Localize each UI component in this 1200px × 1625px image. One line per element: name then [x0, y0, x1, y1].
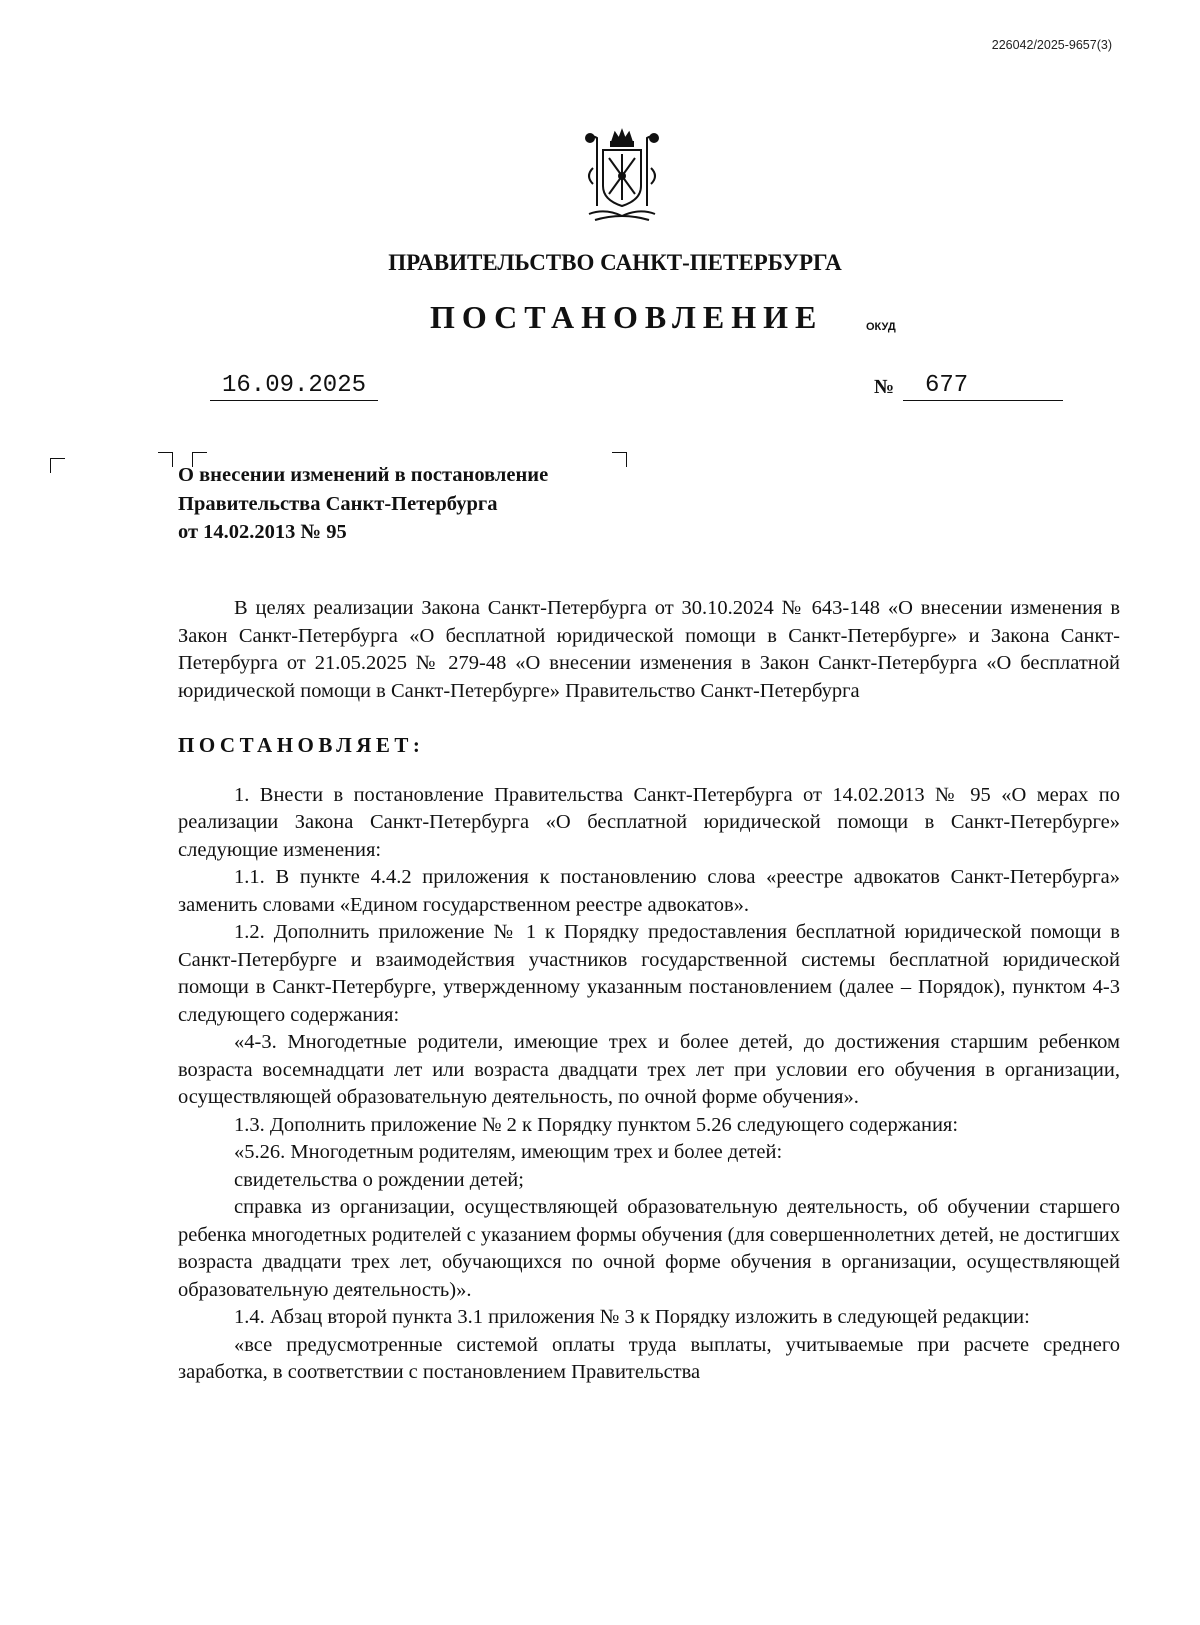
subject-line: Правительства Санкт-Петербурга — [178, 492, 498, 515]
paragraph: 1.4. Абзац второй пункта 3.1 приложения № 3 к Порядку изложить в следующей редакции: — [234, 1306, 1030, 1328]
paragraph: «все предусмотренные системой оплаты труда выплаты, учитываемые при расчете среднего заработка, в соответствии с постановлением Правительства — [178, 1333, 1120, 1383]
registration-number: 226042/2025-9657(3) — [991, 38, 1112, 52]
decree-title: ПОСТАНОВЛЕНИЕ — [430, 299, 824, 335]
preamble: В целях реализации Закона Санкт-Петербурга от 30.10.2024 № 643-148 «О внесении изменения в Закон Санкт-Петербурга «О бесплатной юридической помощи в Санкт-Петербурге» и Закона Санкт-Петербурга от 21.05.2025 № 279-48 «О внесении изменения в Закон Санкт-Петербурга «О бесплатной юридической помощи в Санкт-Петербурге» Правительство Санкт-Петербурга — [178, 597, 1120, 702]
paragraph: 1.2. Дополнить приложение № 1 к Порядку предоставления бесплатной юридической помощи в Санкт-Петербурге и взаимодействия участников государственной системы бесплатной юридической помощи в Санкт-Петербурге, утвержденному указанным постановлением (далее – Порядок), пунктом 4-3 следующего содержания: — [178, 921, 1120, 1026]
okud-label: ОКУД — [866, 321, 896, 333]
decree-number: 677 — [903, 372, 1063, 401]
coat-of-arms-icon — [575, 128, 669, 224]
corner-mark — [50, 458, 65, 473]
number-label: № — [874, 376, 895, 398]
paragraph: «4-3. Многодетные родители, имеющие трех и более детей, до достижения старшим ребенком возраста восемнадцати лет или возраста двадцати трех лет при условии его обучения в организации, осуществляющей образовательную деятельность, по очной форме обучения». — [178, 1031, 1120, 1108]
paragraph: 1. Внести в постановление Правительства Санкт-Петербурга от 14.02.2013 № 95 «О мерах по реализации Закона Санкт-Петербурга «О бесплатной юридической помощи в Санкт-Петербурге» следующие изменения: — [178, 783, 1120, 861]
decree-subject — [178, 461, 638, 547]
subject-line: от 14.02.2013 № 95 — [178, 521, 347, 543]
document-body — [178, 595, 1120, 1387]
paragraph: справка из организации, осуществляющей образовательную деятельность, об обучении старшего ребенка многодетных родителей с указанием формы обучения (для совершеннолетних детей, не достигших возраста двадцати трех лет, обучающихся по очной форме обучения в организации, осуществляющей образовательную деятельность)». — [178, 1196, 1120, 1301]
paragraph: 1.3. Дополнить приложение № 2 к Порядку пунктом 5.26 следующего содержания: — [234, 1113, 959, 1136]
subject-line: О внесении изменений в постановление — [178, 464, 549, 486]
corner-mark — [158, 452, 173, 467]
paragraph: свидетельства о рождении детей; — [234, 1168, 524, 1191]
decree-date: 16.09.2025 — [210, 372, 378, 401]
paragraph: «5.26. Многодетным родителям, имеющим трех и более детей: — [234, 1141, 783, 1163]
decrees-heading: ПОСТАНОВЛЯЕТ: — [178, 733, 425, 757]
paragraph: 1.1. В пункте 4.4.2 приложения к постановлению слова «реестре адвокатов Санкт-Петербурга» заменить словами «Едином государственном реестре адвокатов». — [178, 866, 1120, 916]
government-title: ПРАВИТЕЛЬСТВО САНКТ-ПЕТЕРБУРГА — [388, 250, 842, 275]
